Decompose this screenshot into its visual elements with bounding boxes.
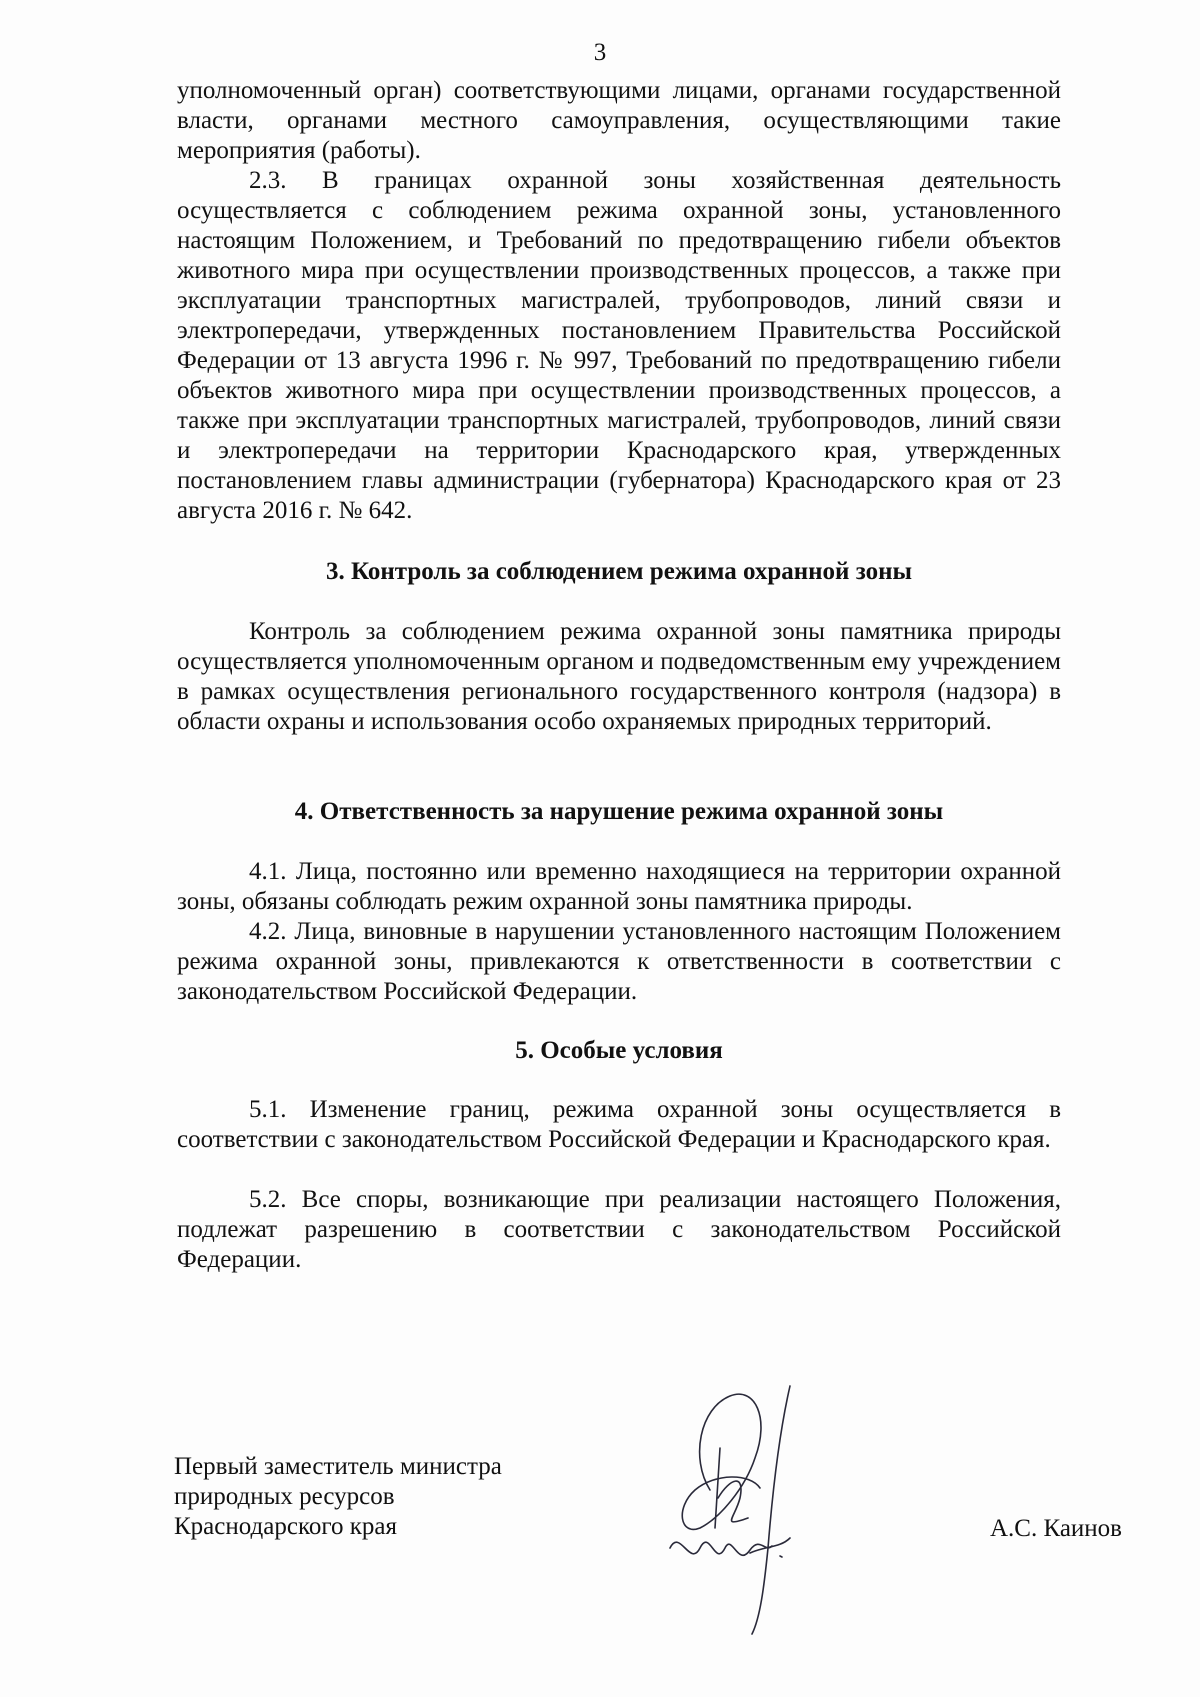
signature-stroke-k — [715, 1448, 748, 1528]
signatory-position-line-3: Краснодарского края — [174, 1513, 397, 1540]
signature-stroke-dot — [780, 1556, 782, 1557]
signature-stroke-tail — [670, 1542, 772, 1555]
section-4-heading: 4. Ответственность за нарушение режима охранной зоны — [294, 798, 944, 825]
signatory-position-line-1: Первый заместитель министра — [174, 1453, 502, 1480]
section-3-heading: 3. Контроль за соблюдением режима охранной зоны — [325, 558, 913, 585]
intro-paragraph: уполномоченный орган) соответствующими лицами, органами государственной власти, органами местного самоуправления, осуществляющими такие мероприятия (работы). — [177, 77, 1061, 164]
signature-stroke-long — [752, 1386, 790, 1634]
signatory-position — [174, 1452, 594, 1542]
paragraph-5-2: 5.2. Все споры, возникающие при реализации настоящего Положения, подлежат разрешению в соответствии с законодательством Российской Федерации. — [177, 1186, 1061, 1273]
signatory-name: А.С. Каинов — [990, 1515, 1122, 1542]
section-3-paragraph: Контроль за соблюдением режима охранной зоны памятника природы осуществляется уполномоченным органом и подведомственным ему учреждением в рамках осуществления регионального государственного контроля (надзора) в области охраны и использования особо охраняемых природных территорий. — [177, 618, 1061, 735]
handwritten-signature — [660, 1378, 840, 1638]
paragraph-5-1: 5.1. Изменение границ, режима охранной зоны осуществляется в соответствии с законодательством Российской Федерации и Краснодарского края. — [177, 1096, 1061, 1153]
page-number: 3 — [593, 39, 607, 66]
section-5-heading: 5. Особые условия — [515, 1037, 723, 1064]
paragraph-2-3: 2.3. В границах охранной зоны хозяйственная деятельность осуществляется с соблюдением режима охранной зоны, установленного настоящим Положением, и Требований по предотвращению гибели объектов животного мира при осуществлении производственных процессов, а также при эксплуатации транспортных магистралей, трубопроводов, линий связи и электропередачи, утвержденных постановлением Правительства Российской Федерации от 13 августа 1996 г. № 997, Требований по предотвращению гибели объектов животного мира при осуществлении производственных процессов, а также при эксплуатации транспортных магистралей, трубопроводов, линий связи и электропередачи на территории Краснодарского края, утвержденных постановлением главы администрации (губернатора) Краснодарского края от 23 августа 2016 г. № 642. — [177, 167, 1061, 524]
paragraph-4-2: 4.2. Лица, виновные в нарушении установленного настоящим Положением режима охранной зоны, привлекаются к ответственности в соответствии с законодательством Российской Федерации. — [177, 918, 1061, 1005]
signature-stroke-loop — [682, 1394, 761, 1529]
signatory-position-line-2: природных ресурсов — [174, 1483, 395, 1510]
paragraph-4-1: 4.1. Лица, постоянно или временно находящиеся на территории охранной зоны, обязаны соблюдать режим охранной зоны памятника природы. — [177, 858, 1061, 915]
